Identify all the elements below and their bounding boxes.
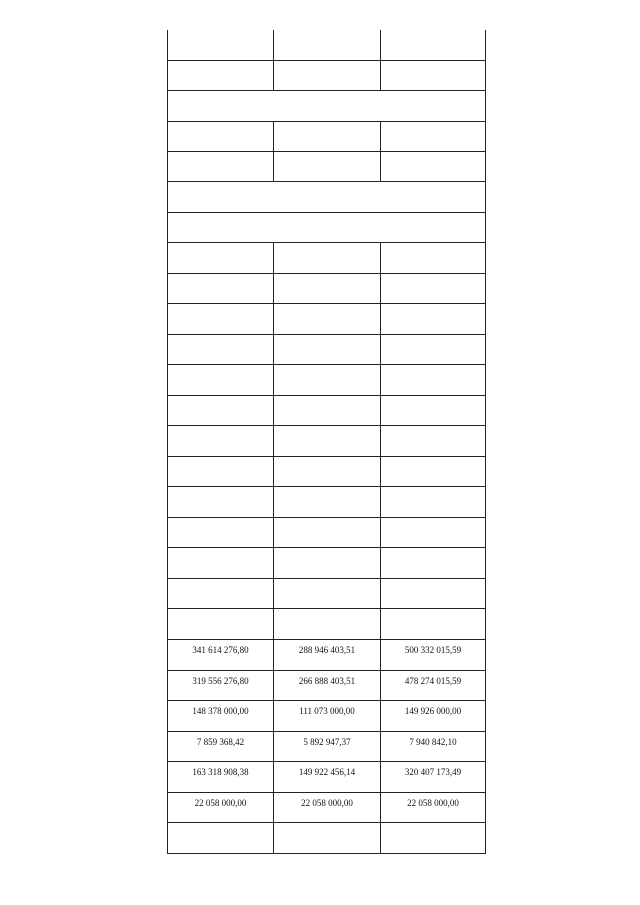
- table-row: [167, 548, 486, 579]
- table-cell: [167, 548, 273, 578]
- table-cell: [380, 823, 486, 853]
- table-cell: [380, 30, 486, 60]
- table-row: [167, 304, 486, 335]
- table-row: [167, 701, 486, 732]
- table-cell: [167, 61, 273, 90]
- table-cell: [380, 457, 486, 486]
- table-row: [167, 30, 486, 61]
- table-cell: [380, 579, 486, 608]
- table-merged-cell: [167, 91, 486, 121]
- table-merged-cell: [167, 182, 486, 212]
- table-cell: 111 073 000,00: [273, 701, 380, 731]
- table-cell: [380, 365, 486, 395]
- table-cell: 319 556 276,80: [167, 671, 273, 700]
- table-cell: [380, 122, 486, 151]
- table-row: [167, 762, 486, 793]
- table-row: [167, 122, 486, 152]
- table-cell: [273, 243, 380, 273]
- table-cell: [273, 335, 380, 364]
- table-row: [167, 823, 486, 854]
- table-cell: [273, 823, 380, 853]
- table-cell: 7 859 368,42: [167, 732, 273, 761]
- table-cell: 320 407 173,49: [380, 762, 486, 792]
- table-cell: [167, 243, 273, 273]
- table-cell: [273, 304, 380, 334]
- table-cell: [380, 335, 486, 364]
- table-cell: 22 058 000,00: [273, 793, 380, 822]
- table-cell: [167, 396, 273, 425]
- table-cell: 148 378 000,00: [167, 701, 273, 731]
- table-cell: [273, 426, 380, 456]
- table-cell: 22 058 000,00: [167, 793, 273, 822]
- table-cell: [380, 396, 486, 425]
- table-merged-cell: [167, 213, 486, 242]
- table-cell: 149 926 000,00: [380, 701, 486, 731]
- table-cell: [273, 579, 380, 608]
- table-cell: [273, 274, 380, 303]
- table-cell: [273, 396, 380, 425]
- table-cell: [273, 609, 380, 639]
- table-cell: [167, 30, 273, 60]
- table-cell: 7 940 842,10: [380, 732, 486, 761]
- table-cell: [167, 609, 273, 639]
- table-cell: [380, 487, 486, 517]
- table-cell: [167, 426, 273, 456]
- table-cell: [273, 518, 380, 547]
- table-cell: 22 058 000,00: [380, 793, 486, 822]
- table-cell: [167, 304, 273, 334]
- table-cell: [380, 152, 486, 181]
- table-cell: [167, 457, 273, 486]
- table-cell: [380, 61, 486, 90]
- table-cell: [167, 518, 273, 547]
- table-row: [167, 579, 486, 609]
- table-cell: [380, 518, 486, 547]
- table-row: [167, 487, 486, 518]
- table-cell: [167, 487, 273, 517]
- table-cell: 288 946 403,51: [273, 640, 380, 670]
- table-cell: [273, 122, 380, 151]
- table-cell: 478 274 015,59: [380, 671, 486, 700]
- table-cell: [380, 548, 486, 578]
- table-row: [167, 518, 486, 548]
- table-cell: [380, 274, 486, 303]
- table-section-row: [167, 213, 486, 243]
- table-cell: [167, 579, 273, 608]
- table-cell: [380, 304, 486, 334]
- table-cell: 341 614 276,80: [167, 640, 273, 670]
- table-cell: [380, 426, 486, 456]
- table-row: [167, 640, 486, 671]
- table-section-row: [167, 91, 486, 122]
- table-cell: [167, 335, 273, 364]
- table-cell: [167, 122, 273, 151]
- table-row: [167, 609, 486, 640]
- table-cell: [167, 274, 273, 303]
- table-cell: [273, 30, 380, 60]
- table-row: [167, 243, 486, 274]
- table-cell: [273, 457, 380, 486]
- table-cell: 163 318 908,38: [167, 762, 273, 792]
- table-cell: [273, 548, 380, 578]
- table-cell: 149 922 456,14: [273, 762, 380, 792]
- table-row: [167, 396, 486, 426]
- table-row: [167, 671, 486, 701]
- table-cell: [273, 487, 380, 517]
- table-cell: [380, 609, 486, 639]
- table-row: [167, 274, 486, 304]
- data-table: [167, 30, 486, 854]
- table-row: [167, 61, 486, 91]
- table-cell: 266 888 403,51: [273, 671, 380, 700]
- table-row: [167, 793, 486, 823]
- table-cell: [273, 365, 380, 395]
- table-cell: [273, 152, 380, 181]
- table-cell: [167, 152, 273, 181]
- table-cell: 500 332 015,59: [380, 640, 486, 670]
- table-row: [167, 365, 486, 396]
- table-row: [167, 732, 486, 762]
- table-row: [167, 426, 486, 457]
- table-section-row: [167, 182, 486, 213]
- table-cell: [380, 243, 486, 273]
- table-row: [167, 335, 486, 365]
- table-cell: [167, 823, 273, 853]
- table-row: [167, 457, 486, 487]
- table-cell: [273, 61, 380, 90]
- table-cell: 5 892 947,37: [273, 732, 380, 761]
- table-row: [167, 152, 486, 182]
- table-cell: [167, 365, 273, 395]
